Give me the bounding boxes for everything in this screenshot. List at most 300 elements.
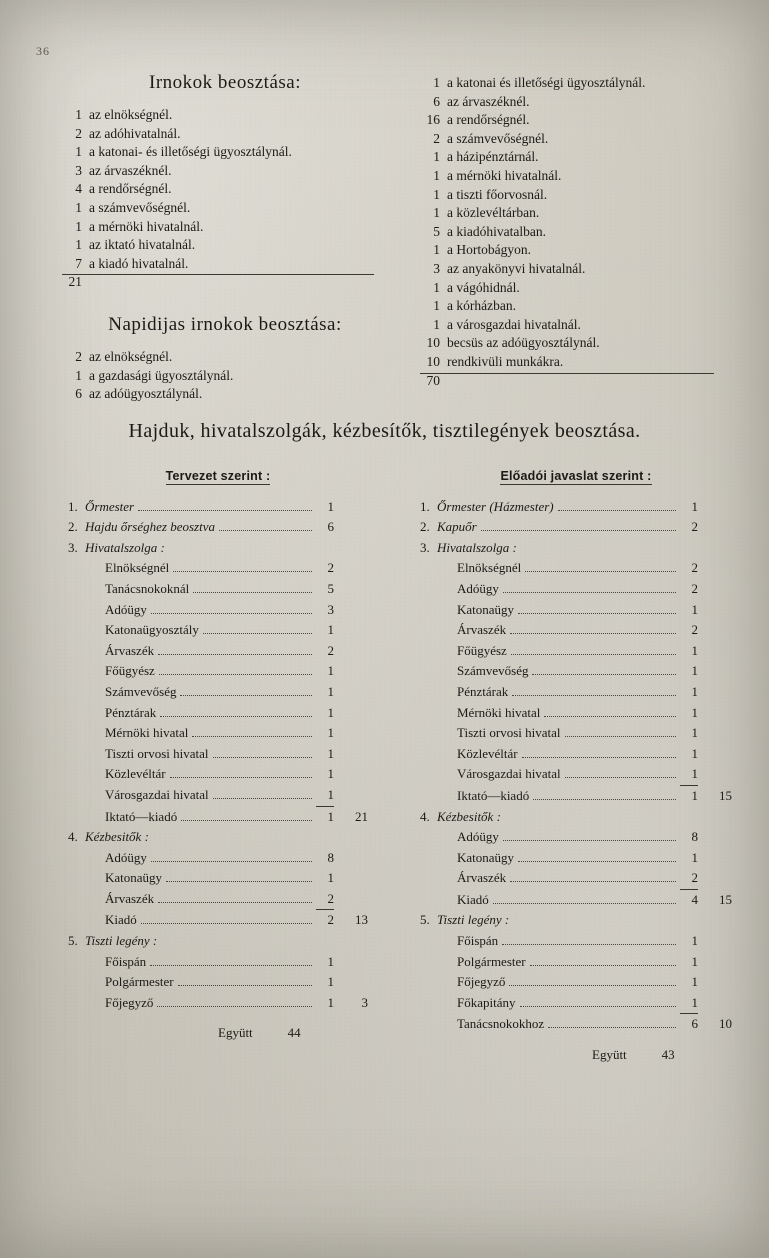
- table-row: [420, 931, 732, 952]
- row-value-primary: 2: [327, 560, 334, 576]
- row-label: Tiszti legény :: [437, 912, 510, 928]
- row-label: Tiszti orvosi hivatal: [457, 725, 561, 741]
- row-label: Hivatalszolga :: [437, 539, 517, 555]
- list-item: [60, 143, 390, 162]
- leader-dots: [518, 861, 676, 862]
- table-row: [68, 785, 368, 806]
- list-item-count: 1: [75, 144, 82, 160]
- list-item-count: 4: [75, 181, 82, 197]
- row-index: 4.: [68, 829, 78, 845]
- row-value-primary: 1: [691, 849, 698, 865]
- list-item: [418, 223, 730, 242]
- leader-dots: [510, 633, 676, 634]
- row-label: Polgármester: [105, 974, 174, 990]
- leader-dots: [192, 736, 312, 737]
- table-row: [420, 517, 732, 538]
- row-label: Mérnöki hivatal: [457, 704, 541, 720]
- row-value-primary: 1: [691, 994, 698, 1010]
- row-index: 2.: [420, 519, 430, 535]
- row-value-primary: 1: [327, 622, 334, 638]
- table-left-total: [68, 1023, 368, 1044]
- list-item-count: 2: [75, 125, 82, 141]
- leader-dots: [180, 695, 312, 696]
- list-item: [60, 385, 390, 404]
- row-label: Hivatalszolga :: [85, 539, 165, 555]
- table-row: [68, 661, 368, 682]
- list-item-count: 3: [433, 260, 440, 276]
- table-row: [420, 785, 732, 807]
- leader-dots: [512, 695, 676, 696]
- leader-dots: [181, 820, 312, 821]
- table-right-total: [420, 1045, 732, 1066]
- table-left-header-text: Tervezet szerint :: [165, 469, 271, 483]
- leader-dots: [522, 757, 676, 758]
- leader-dots: [151, 861, 312, 862]
- list-item: [418, 186, 730, 205]
- row-label: Kézbesitők :: [437, 808, 501, 824]
- row-value-primary: 1: [327, 994, 334, 1010]
- row-value-primary: 1: [691, 498, 698, 514]
- row-value-primary: 5: [327, 580, 334, 596]
- list-item-count: 1: [75, 367, 82, 383]
- napidijas-list: [60, 348, 390, 404]
- row-label: Tanácsnokoknál: [105, 580, 190, 596]
- leader-dots: [548, 1027, 676, 1028]
- row-value-primary: 3: [327, 601, 334, 617]
- list-item-label: a kórházban.: [447, 298, 516, 314]
- row-value-primary: 2: [327, 642, 334, 658]
- table-row: [68, 972, 368, 993]
- leader-dots: [493, 903, 676, 904]
- leader-dots: [565, 736, 676, 737]
- main-section-heading: Hajduk, hivatalszolgák, kézbesítők, tisztilegények beosztása.: [128, 420, 641, 442]
- row-value-subtotal: 15: [719, 891, 732, 907]
- leader-dots: [150, 965, 312, 966]
- table-right-rows: [420, 497, 732, 1035]
- list-item: [418, 353, 730, 372]
- row-index: 2.: [68, 519, 78, 535]
- row-label: Főügyész: [105, 663, 155, 679]
- leader-dots: [520, 1006, 677, 1007]
- row-label: Hajdu őrséghez beosztva: [85, 519, 215, 535]
- table-row: [68, 579, 368, 600]
- row-value-primary: 1: [327, 870, 334, 886]
- table-row: [420, 558, 732, 579]
- list-item-label: az árvaszéknél.: [89, 162, 172, 178]
- irnokok-right-sum-value: 70: [426, 372, 440, 388]
- row-value-primary: 1: [691, 601, 698, 617]
- row-label: Tiszti legény :: [85, 933, 158, 949]
- leader-dots: [565, 777, 676, 778]
- list-item-count: 1: [433, 167, 440, 183]
- list-item-label: az adóügyosztálynál.: [89, 386, 203, 402]
- list-item-count: 1: [433, 242, 440, 258]
- list-item: [418, 260, 730, 279]
- list-item-count: 16: [426, 112, 440, 128]
- leader-dots: [510, 881, 676, 882]
- row-value-primary: 1: [691, 725, 698, 741]
- row-label: Kiadó: [105, 912, 137, 928]
- row-label: Iktató—kiadó: [457, 787, 530, 803]
- row-value-subtotal: 13: [355, 912, 368, 928]
- row-label: Pénztárak: [105, 704, 157, 720]
- row-label: Főkapitány: [457, 994, 516, 1010]
- row-label: Árvaszék: [457, 622, 507, 638]
- row-value-subtotal: 15: [719, 787, 732, 803]
- list-item: [60, 218, 390, 237]
- list-item-label: az elnökségnél.: [89, 348, 173, 364]
- irnokok-list: [60, 106, 390, 273]
- leader-dots: [151, 613, 312, 614]
- list-item-count: 1: [75, 107, 82, 122]
- table-left-total-label: Együtt: [218, 1025, 253, 1041]
- list-item-label: a közlevéltárban.: [447, 205, 540, 221]
- list-item: [60, 255, 390, 274]
- table-row: [68, 600, 368, 621]
- list-item-label: a városgazdai hivatalnál.: [447, 316, 581, 332]
- table-row: [420, 868, 732, 889]
- row-label: Pénztárak: [457, 683, 509, 699]
- list-item: [418, 279, 730, 298]
- irnokok-sum: [60, 273, 390, 292]
- folio-number: 36: [36, 44, 50, 58]
- leader-dots: [518, 613, 676, 614]
- list-item-label: az árvaszéknél.: [447, 93, 530, 109]
- leader-dots: [160, 716, 312, 717]
- table-row: [68, 620, 368, 641]
- table-row: [420, 952, 732, 973]
- table-row: [68, 993, 368, 1014]
- table-row: [68, 848, 368, 869]
- row-value-primary: 2: [691, 870, 698, 886]
- list-item: [418, 316, 730, 335]
- row-value-primary: 2: [316, 909, 334, 931]
- leader-dots: [141, 923, 312, 924]
- row-value-primary: 6: [327, 519, 334, 535]
- table-row: [68, 868, 368, 889]
- table-row: [420, 764, 732, 785]
- row-value-primary: 1: [327, 663, 334, 679]
- row-value-primary: 1: [691, 745, 698, 761]
- list-item-count: 1: [433, 75, 440, 90]
- row-label: Kapuőr: [437, 519, 477, 535]
- row-value-primary: 1: [327, 953, 334, 969]
- row-label: Közlevéltár: [105, 766, 166, 782]
- row-value-primary: 2: [691, 519, 698, 535]
- table-eloadoi-javaslat-szerint: [420, 466, 732, 1066]
- row-index: 4.: [420, 808, 430, 824]
- list-item-label: a számvevőségnél.: [89, 199, 191, 215]
- leader-dots: [503, 840, 676, 841]
- leader-dots: [166, 881, 312, 882]
- table-row: [68, 909, 368, 931]
- list-item: [60, 348, 390, 367]
- row-value-subtotal: 21: [355, 808, 368, 824]
- list-item: [418, 148, 730, 167]
- row-label: Katonaügy: [105, 870, 163, 886]
- list-item-count: 7: [75, 255, 82, 271]
- leader-dots: [157, 1006, 312, 1007]
- table-right-total-label: Együtt: [592, 1047, 627, 1063]
- list-item-label: az anyakönyvi hivatalnál.: [447, 260, 586, 276]
- irnokok-right-sum: [418, 372, 730, 391]
- leader-dots: [481, 530, 676, 531]
- row-value-subtotal: 10: [719, 1016, 732, 1032]
- row-label: Városgazdai hivatal: [105, 786, 209, 802]
- list-item-label: a Hortobágyon.: [447, 242, 531, 258]
- leader-dots: [138, 510, 312, 511]
- list-item: [418, 334, 730, 353]
- list-item: [418, 93, 730, 112]
- row-label: Árvaszék: [105, 890, 155, 906]
- table-row: [420, 497, 732, 518]
- table-row: [68, 497, 368, 518]
- list-item-label: a rendőrségnél.: [89, 181, 172, 197]
- list-item-count: 1: [433, 205, 440, 221]
- list-item: [418, 297, 730, 316]
- row-value-primary: 1: [691, 933, 698, 949]
- list-item: [418, 241, 730, 260]
- list-item: [418, 111, 730, 130]
- list-item: [60, 125, 390, 144]
- row-index: 3.: [68, 539, 78, 555]
- list-item-count: 10: [426, 353, 440, 369]
- table-row: [420, 600, 732, 621]
- row-value-primary: 8: [691, 829, 698, 845]
- row-label: Őrmester: [85, 498, 135, 514]
- irnokok-right-column: [418, 74, 730, 390]
- table-row: [420, 972, 732, 993]
- row-value-primary: 1: [327, 704, 334, 720]
- row-label: Tanácsnokokhoz: [457, 1016, 545, 1032]
- row-value-primary: 1: [691, 663, 698, 679]
- list-item-label: a katonai- és illetőségi ügyosztálynál.: [89, 144, 292, 160]
- list-item-count: 2: [433, 130, 440, 146]
- leader-dots: [213, 757, 312, 758]
- row-label: Őrmester (Házmester): [437, 498, 554, 514]
- table-row: [420, 538, 732, 559]
- list-item: [60, 367, 390, 386]
- list-item-label: a kiadóhivatalban.: [447, 223, 546, 239]
- table-row: [68, 558, 368, 579]
- list-item: [60, 162, 390, 181]
- list-item-label: a rendőrségnél.: [447, 112, 530, 128]
- row-label: Kiadó: [457, 891, 489, 907]
- irnokok-sum-value: 21: [68, 274, 82, 290]
- table-right-total-value: 43: [661, 1047, 675, 1063]
- table-row: [420, 848, 732, 869]
- row-label: Elnökségnél: [105, 560, 170, 576]
- list-item: [418, 130, 730, 149]
- table-row: [68, 538, 368, 559]
- leader-dots: [170, 777, 312, 778]
- row-label: Árvaszék: [105, 642, 155, 658]
- row-label: Polgármester: [457, 953, 526, 969]
- row-index: 5.: [68, 933, 78, 949]
- table-row: [420, 1013, 732, 1035]
- row-label: Főispán: [105, 953, 147, 969]
- table-left-total-value: 44: [287, 1025, 301, 1041]
- leader-dots: [203, 633, 312, 634]
- row-value-primary: 8: [327, 849, 334, 865]
- table-row: [420, 744, 732, 765]
- row-value-primary: 2: [327, 890, 334, 906]
- table-right-header: [420, 466, 732, 487]
- leader-dots: [159, 674, 312, 675]
- table-row: [420, 620, 732, 641]
- list-item-label: a számvevőségnél.: [447, 130, 549, 146]
- list-item-count: 5: [433, 223, 440, 239]
- row-index: 1.: [420, 498, 430, 514]
- table-row: [420, 993, 732, 1014]
- row-value-primary: 1: [691, 642, 698, 658]
- row-label: Városgazdai hivatal: [457, 766, 561, 782]
- list-item-label: a gazdasági ügyosztálynál.: [89, 367, 234, 383]
- table-row: [68, 931, 368, 952]
- leader-dots: [219, 530, 312, 531]
- row-label: Katonaügyosztály: [105, 622, 199, 638]
- row-value-primary: 1: [327, 725, 334, 741]
- leader-dots: [511, 654, 676, 655]
- table-row: [420, 827, 732, 848]
- list-item: [60, 106, 390, 125]
- leader-dots: [503, 592, 676, 593]
- table-row: [420, 661, 732, 682]
- heading-napidijas-irnokok: Napidijas irnokok beosztása:: [108, 313, 342, 335]
- list-item: [418, 167, 730, 186]
- row-value-primary: 1: [691, 766, 698, 782]
- row-label: Mérnöki hivatal: [105, 725, 189, 741]
- row-label: Főügyész: [457, 642, 507, 658]
- row-label: Kézbesitők :: [85, 829, 149, 845]
- row-label: Közlevéltár: [457, 745, 518, 761]
- list-item-label: a házipénztárnál.: [447, 149, 539, 165]
- list-item-count: 1: [433, 186, 440, 202]
- list-item-label: a mérnöki hivatalnál.: [89, 218, 204, 234]
- table-left-header: [68, 466, 368, 487]
- list-item-count: 1: [75, 237, 82, 253]
- row-value-primary: 1: [327, 498, 334, 514]
- leader-dots: [213, 798, 312, 799]
- list-item-label: a kiadó hivatalnál.: [89, 255, 189, 271]
- row-value-primary: 1: [327, 974, 334, 990]
- leader-dots: [532, 674, 676, 675]
- row-label: Iktató—kiadó: [105, 808, 178, 824]
- list-item-label: a mérnöki hivatalnál.: [447, 167, 562, 183]
- row-value-primary: 2: [691, 622, 698, 638]
- table-row: [420, 889, 732, 911]
- table-row: [68, 827, 368, 848]
- list-item-label: az elnökségnél.: [89, 107, 173, 122]
- list-item-count: 1: [75, 218, 82, 234]
- leader-dots: [158, 654, 312, 655]
- list-item-count: 6: [433, 93, 440, 109]
- table-row: [68, 952, 368, 973]
- irnokok-right-list: [418, 74, 730, 372]
- list-item: [60, 199, 390, 218]
- row-label: Katonaügy: [457, 849, 515, 865]
- heading-irnokok-beosztasa: Irnokok beosztása:: [149, 72, 301, 93]
- list-item-label: a tiszti főorvosnál.: [447, 186, 548, 202]
- row-label: Számvevőség: [105, 683, 177, 699]
- list-item-label: rendkivüli munkákra.: [447, 353, 564, 369]
- list-item-label: a katonai és illetőségi ügyosztálynál.: [447, 75, 646, 90]
- table-row: [68, 517, 368, 538]
- list-item-count: 2: [75, 348, 82, 364]
- list-item-count: 1: [75, 199, 82, 215]
- row-label: Árvaszék: [457, 870, 507, 886]
- row-label: Főjegyző: [105, 994, 154, 1010]
- table-row: [68, 744, 368, 765]
- row-value-primary: 2: [691, 580, 698, 596]
- leader-dots: [525, 571, 676, 572]
- row-label: Tiszti orvosi hivatal: [105, 745, 209, 761]
- list-item-label: becsüs az adóügyosztálynál.: [447, 335, 600, 351]
- list-item-count: 6: [75, 386, 82, 402]
- row-value-primary: 1: [691, 953, 698, 969]
- table-row: [68, 889, 368, 910]
- table-row: [420, 910, 732, 931]
- list-item-count: 1: [433, 316, 440, 332]
- list-item: [60, 236, 390, 255]
- irnokok-left-column: [60, 72, 390, 404]
- row-value-primary: 1: [327, 766, 334, 782]
- row-index: 3.: [420, 539, 430, 555]
- table-row: [68, 806, 368, 828]
- row-index: 5.: [420, 912, 430, 928]
- table-row: [68, 703, 368, 724]
- row-index: 1.: [68, 498, 78, 514]
- row-value-subtotal: 3: [361, 994, 368, 1010]
- row-value-primary: 1: [316, 806, 334, 828]
- row-value-primary: 6: [680, 1013, 698, 1035]
- row-label: Adóügy: [457, 580, 499, 596]
- table-row: [68, 682, 368, 703]
- table-left-rows: [68, 497, 368, 1014]
- leader-dots: [502, 944, 676, 945]
- leader-dots: [178, 985, 312, 986]
- row-value-primary: 4: [680, 889, 698, 911]
- list-item-label: az iktató hivatalnál.: [89, 237, 196, 253]
- list-item-count: 1: [433, 279, 440, 295]
- row-value-primary: 1: [691, 704, 698, 720]
- row-label: Számvevőség: [457, 663, 529, 679]
- table-tervezet-szerint: [68, 466, 368, 1044]
- table-row: [420, 807, 732, 828]
- row-label: Elnökségnél: [457, 560, 522, 576]
- row-label: Katonaügy: [457, 601, 515, 617]
- list-item: [418, 74, 730, 93]
- row-value-primary: 1: [691, 974, 698, 990]
- row-value-primary: 2: [691, 560, 698, 576]
- leader-dots: [530, 965, 676, 966]
- table-row: [68, 764, 368, 785]
- list-item-label: a vágóhidnál.: [447, 279, 520, 295]
- row-value-primary: 1: [327, 786, 334, 802]
- list-item: [60, 180, 390, 199]
- list-item-count: 1: [433, 298, 440, 314]
- list-item: [418, 204, 730, 223]
- leader-dots: [544, 716, 676, 717]
- leader-dots: [158, 902, 312, 903]
- table-right-header-text: Előadói javaslat szerint :: [500, 469, 652, 483]
- list-item-count: 1: [433, 149, 440, 165]
- table-row: [68, 723, 368, 744]
- row-label: Adóügy: [105, 601, 147, 617]
- table-row: [420, 682, 732, 703]
- row-value-primary: 1: [691, 683, 698, 699]
- table-row: [420, 579, 732, 600]
